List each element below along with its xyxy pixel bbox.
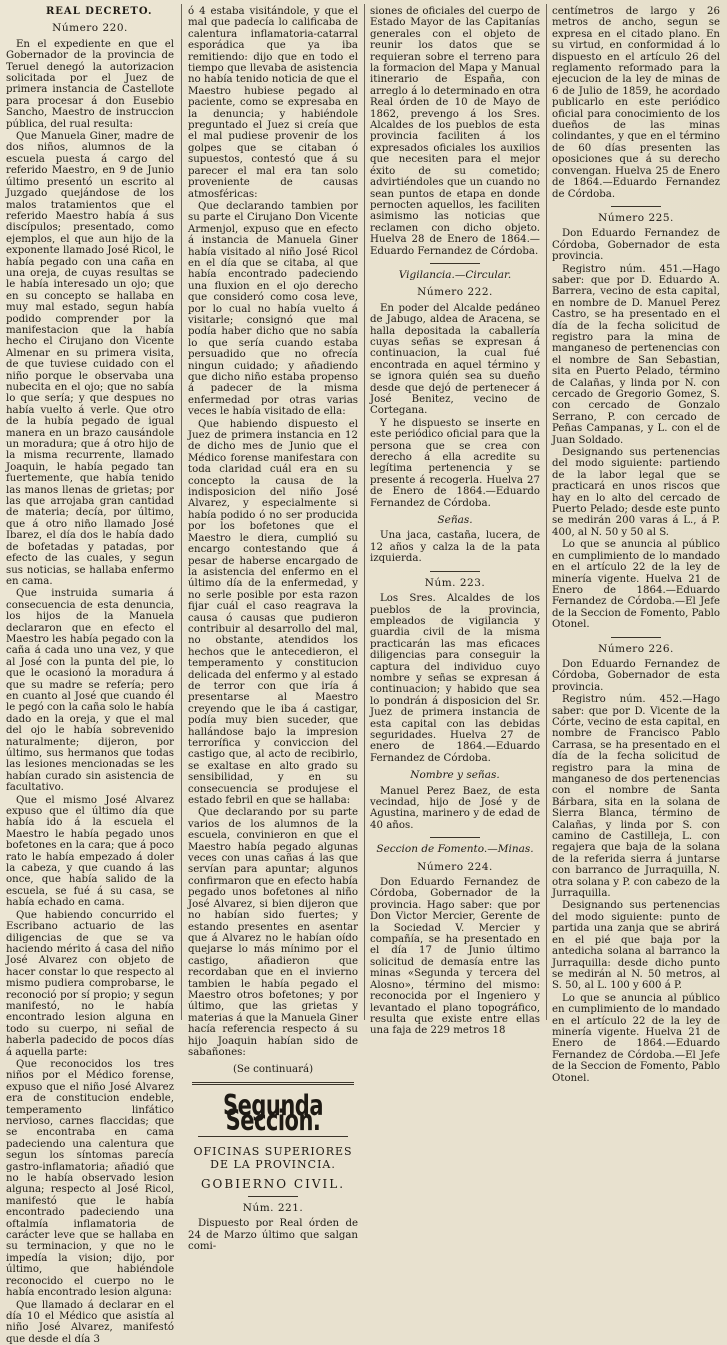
paragraph: Que llamado á declarar en el día 10 el Médico que asistía al niño José Alvarez, manifestó que desde el día 3: [6, 1300, 174, 1345]
paragraph: En poder del Alcalde pedáneo de Jabugo, aldea de Aracena, se halla depositada la caballería cuyas señas se expresan á continuacion, la cual fué encontrada en aquel término y se ignora quién sea su dueño desde que dejó de pertenecer á José Benitez, vecino de Cortegana.: [370, 303, 540, 417]
column-rule: [546, 4, 547, 1020]
column-rule: [364, 4, 365, 1020]
paragraph: Que habiendo dispuesto el Juez de primera instancia en 12 de dicho mes de Junio que el Médico forense manifestara con toda claridad cuál era en su concepto la causa de la indisposicion del niño José Alvarez, y especialmente si había podido ó no ser producida por los bofetones que el Maestro le diera, cumplió su encargo contestando que á pesar de haberse encargado de la asistencia del enfermo en el último día de la enfermedad, y no serle posible por esta razon fijar cuál el caso reagrava la causa ó causas que pudieron contribuir al desarrollo del mal, no obstante, atendidos los hechos que le antecedieron, el temperamento y constitucion delicada del enfermo y al estado de terror con que iría á presentarse al Maestro creyendo que le iba á castigar, podía muy bien suceder, que hallándose bajo la impresion terrorífica y conviccion del castigo que, al acto de recibirlo, se exaltase en alto grado su sensibilidad, y en su consecuencia se produjese el estado febril en que se hallaba:: [188, 419, 358, 807]
divider: [430, 837, 480, 838]
paragraph: Que Manuela Giner, madre de dos niños, alumnos de la escuela puesta á cargo del referido Maestro, en 9 de Junio último presentó un escrito al Juzgado quejándose de los malos tratamientos que el referido Maestro había á sus discípulos; presentado, como ejemplos, el que aun hijo de la exponente llamado José Ricol, le había pegado con una caña en una oreja, de cuyas resultas se le había interesado un ojo; que en su concepto se hallaba en muy mal estado, segun había podido comprender por la manifestacion que la había hecho el Cirujano don Vicente Almenar en su primera visita, de que tuviese cuidado con el niño porque le observaba una nubecita en el ojo; que no sabía lo que sería; y que despues no había vuelto á verle. Que otro de la hubía pegado de igual manera en un brazo causándole un moradura; que á otro hijo de la misma recurrente, llamado Joaquin, le había pegado tan fuertemente, que había tenido las manos llenas de grietas; por las que arrojaba gran cantidad de materia; decía, por último, que á otro niño llamado José Ibarez, el día dos le había dado de bofetadas y patadas, por efecto de las cuales, y segun sus noticias, se hallaba enfermo en cama.: [6, 131, 174, 587]
divider: [430, 571, 480, 572]
column-3: [370, 6, 540, 1020]
divider: [611, 637, 661, 638]
item-number: Número 220.: [6, 23, 174, 34]
paragraph: Que el mismo José Alvarez expuso que el último día que había ido á la escuela el Maestro le había pegado unos bofetones en la cara; que á poco rato le había empezado á doler la cabeza, y que cuando á las once, que había salido de la escuela, se fué á su casa, se había echado en cama.: [6, 795, 174, 909]
item-number: Número 222.: [370, 287, 540, 298]
subsection-title: OFICINAS SUPERIORES DE LA PROVINCIA.: [188, 1145, 358, 1171]
paragraph: Designando sus pertenencias del modo siguiente: partiendo de la labor legal que se practicará en unos riscos que hay en lo alto del cercado de Puerto Pelado; desde este punto se medirán 200 varas á L., á P. 400, al N. 50 y 50 al S.: [552, 447, 720, 538]
paragraph: Manuel Perez Baez, de esta vecindad, hijo de José y de Agustina, marinero y de edad de 40 años.: [370, 786, 540, 832]
section-heading: Vigilancia.—Circular.: [370, 270, 540, 281]
section-heading: Seccion de Fomento.—Minas.: [370, 844, 540, 855]
paragraph: siones de oficiales del cuerpo de Estado Mayor de las Capitanías generales con el objeto de reunir los datos que se requieran sobre el terreno para la formacion del Mapa y Manual itinerario de España, con arreglo á lo determinado en otra Real órden de 10 de Mayo de 1862, prevengo á los Sres. Alcaldes de los pueblos de esta provincia faciliten á los expresados oficiales los auxilios que necesiten para el mejor éxito de su cometido; advirtiéndoles que un cuando no sean puntos de etapa en donde pernocten aquellos, les faciliten asimismo las noticias que reclamen con dicho objeto. Huelva 28 de Enero de 1864.—Eduardo Fernandez de Córdoba.: [370, 6, 540, 257]
divider: [192, 1082, 354, 1085]
section-heading: Nombre y señas.: [370, 770, 540, 781]
paragraph: Que habiendo concurrido el Escribano actuario de las diligencias de que se va haciendo mérito á casa del niño José Alvarez con objeto de hacer constar lo que respecto al mismo pudiera comprobarse, le reconoció por sí propio; y segun manifestó, no le había encontrado lesion alguna en todo su cuerpo, ni señal de haberla padecido de pocos días á aquella parte:: [6, 910, 174, 1058]
paragraph: Designando sus pertenencias del modo siguiente: punto de partida una zanja que se abrirá en el pié que baja por la antedicha solana al barranco la Jurraquilla: desde dicho punto se medirán al N. 50 metros, al S. 50, al L. 100 y 600 á P.: [552, 900, 720, 991]
paragraph: Que declarando tambien por su parte el Cirujano Don Vicente Armenjol, expuso que en efecto á instancia de Manuela Giner había visitado al niño José Ricol en el día que se citaba, al que había encontrado padeciendo una fluxion en el ojo derecho que consideró como cosa leve, por lo cual no había vuelto á visitarle; consignó que mal podía haber dicho que no sabía lo que sería cuando estaba persuadido que no ofrecía ningun cuidado; y añadiendo que dicho niño estaba propenso á padecer de la misma enfermedad por otras varias veces le había visitado de ella:: [188, 201, 358, 418]
paragraph: Y he dispuesto se inserte en este periódico oficial para que la persona que se crea con derecho á ella acredite su legítima pertenencia y se presente á recogerla. Huelva 27 de Enero de 1864.—Eduardo Fernandez de Córdoba.: [370, 418, 540, 509]
column-4: [552, 6, 720, 1020]
paragraph: Lo que se anuncia al público en cumplimiento de lo mandado en el artículo 22 de la ley de minería vigente. Huelva 21 de Enero de 1864.—Eduardo Fernandez de Córdoba.—El Jefe de la Seccion de Fomento, Pablo Otonel.: [552, 993, 720, 1084]
paragraph: Una jaca, castaña, lucera, de 12 años y calza la de la pata izquierda.: [370, 530, 540, 564]
divider: [248, 1196, 298, 1197]
item-number: Núm. 221.: [188, 1203, 358, 1214]
paragraph: Don Eduardo Fernandez de Córdoba, Gobernador de esta provincia.: [552, 659, 720, 693]
paragraph: Los Sres. Alcaldes de los pueblos de la provincia, empleados de vigilancia y guardia civil de la misma practicarán las mas eficaces diligencias para conseguir la captura del individuo cuyo nombre y señas se expresan á continuacion; y habido que sea lo pondrán á disposicion del Sr. Juez de primera instancia de esta capital con las debidas seguridades. Huelva 27 de enero de 1864.—Eduardo Fernandez de Córdoba.: [370, 593, 540, 764]
section-header: REAL DECRETO.: [46, 6, 174, 17]
paragraph: Don Eduardo Fernandez de Córdoba, Gobernador de esta provincia.: [552, 228, 720, 262]
paragraph: Que instruida sumaria á consecuencia de esta denuncia, los hijos de la Manuela declararon que en efecto el Maestro les había pegado con la caña á cada uno una vez, y que al José con la punta del pie, lo que le ocasionó la moradura á que su madre se refería; pero en cuanto al José que cuando él le pegó con la caña solo le había dado en la oreja, y que el mal del ojo le había sobrevenido naturalmente; dijeron, por último, sus hermanos que todas las lesiones mencionadas se les habían curado sin asistencia de facultativo.: [6, 588, 174, 793]
section-title: Segunda Seccion.: [188, 1099, 358, 1130]
divider: [611, 206, 661, 207]
paragraph: ó 4 estaba visitándole, y que el mal que padecía lo calificaba de calentura inflamatoria-catarral esporádica que ya iba remitiendo: dijo que en todo el tiempo que llevaba de asistencia no había tenido noticia de que el Maestro hubiese pegado al paciente, como se expresaba en la denuncia; y habiéndole preguntado el Juez si creía que el mal pudiese provenir de los golpes que se citaban ó supuestos, contestó que á su parecer el mal era tan solo proveniente de causas atmosféricas:: [188, 6, 358, 200]
paragraph: Registro núm. 452.—Hago saber: que por D. Vicente de la Córte, vecino de esta capital, en nombre de Francisco Pablo Carrasa, se ha presentado en el día de la fecha solicitud de registro para la mina de manganeso de dos pertenencias con el nombre de Santa Bárbara, sita en la solana de Sierra Blanca, término de Calañas, y linda por S. con camino de Castilleja, L. con regajera que baja de la solana de la referida sierra á juntarse con barranco de Jurraquilla, N. otra solana y P. con cabezo de la Jurraquilla.: [552, 694, 720, 899]
continued-note: (Se continuará): [188, 1064, 358, 1075]
paragraph: Don Eduardo Fernandez de Córdoba, Gobernador de la provincia. Hago saber: que por Don Victor Mercier, Gerente de la Sociedad V. Mercier y compañía, se ha presentado en el día 17 de Junio último solicitud de demasía entre las minas «Segunda y tercera del Alosno», término del mismo: reconocida por el Ingeniero y levantado el plano topográfico, resulta que existe entre ellas una faja de 229 metros 18: [370, 877, 540, 1037]
paragraph: En el expediente en que el Gobernador de la provincia de Teruel denegó la autorizacion solicitada por el Juez de primera instancia de Castellote para procesar á don Eusebio Sancho, Maestro de instruccion pública, del rual resulta:: [6, 39, 174, 130]
divider: [430, 263, 480, 264]
paragraph: Registro núm. 451.—Hago saber: que por D. Eduardo A. Barrera, vecino de esta capital, en nombre de D. Manuel Perez Castro, se ha presentado en el día de la fecha solicitud de registro para la mina de manganeso de pertenencias con el nombre de San Sebastian, sita en Puerto Pelado, término de Calañas, y linda por N. con cercado de Gregorio Gomez, S. con cercado de Gonzalo Serrano, P. con cercado de Peñas Campanas, y L. con el de Juan Soldado.: [552, 264, 720, 447]
paragraph: Lo que se anuncia al público en cumplimiento de lo mandado en el artículo 22 de la ley de minería vigente. Huelva 21 de Enero de 1864.—Eduardo Fernandez de Córdoba.—El Jefe de la Seccion de Fomento, Pablo Otonel.: [552, 539, 720, 630]
column-rule: [181, 4, 182, 1020]
item-number: Número 225.: [552, 213, 720, 224]
section-heading: Señas.: [370, 515, 540, 526]
item-number: Núm. 223.: [370, 578, 540, 589]
item-number: Número 226.: [552, 644, 720, 655]
paragraph: Que declarando por su parte varios de los alumnos de la escuela, convinieron en que el Maestro había pegado algunas veces con unas cañas á las que servían para apuntar; algunos confirmaron que en efecto había pegado unos bofetones al niño José Alvarez, si bien dijeron que no habían sido fuertes; y estando presentes en asentar que á Alvarez no le habían oído quejarse lo más mínimo por el castigo, añadieron que recordaban que en el invierno tambien le había pegado el Maestro otros bofetones; y por último, que las grietas y materias á que la Manuela Giner hacía referencia respecto á su hijo Joaquin habían sido de sabañones:: [188, 807, 358, 1058]
column-1: [6, 6, 174, 1020]
subsection-title: GOBIERNO CIVIL.: [188, 1179, 358, 1190]
paragraph: Dispuesto por Real órden de 24 de Marzo último que salgan comi-: [188, 1218, 358, 1252]
item-number: Número 224.: [370, 862, 540, 873]
paragraph: centímetros de largo y 26 metros de ancho, segun se expresa en el citado plano. En su virtud, en conformidad á lo dispuesto en el artículo 26 del reglamento reformado para la ejecucion de la ley de minas de 6 de Julio de 1859, he acordado publicarlo en este periódico oficial para conocimiento de los dueños de las minas colindantes, y que en el término de 60 días presenten las oposiciones que á su derecho convengan. Huelva 25 de Enero de 1864.—Eduardo Fernandez de Córdoba.: [552, 6, 720, 200]
column-2: [188, 6, 358, 1020]
paragraph: Que reconocidos los tres niños por el Médico forense, expuso que el niño José Alvarez era de constitucion endeble, temperamento linfático nervioso, carnes flaccidas; que se encontraba en cama padeciendo una calentura que segun los síntomas parecía gastro-inflamatoria; añadió que no le había observado lesion alguna; respecto al José Ricol, manifestó que le había encontrado padeciendo una oftalmía inflamatoria de carácter leve que se hallaba en su terminacion, y que no le impedía la vision; dijo, por último, que habiéndole reconocido el cuerpo no le había encontrado lesion alguna:: [6, 1059, 174, 1299]
